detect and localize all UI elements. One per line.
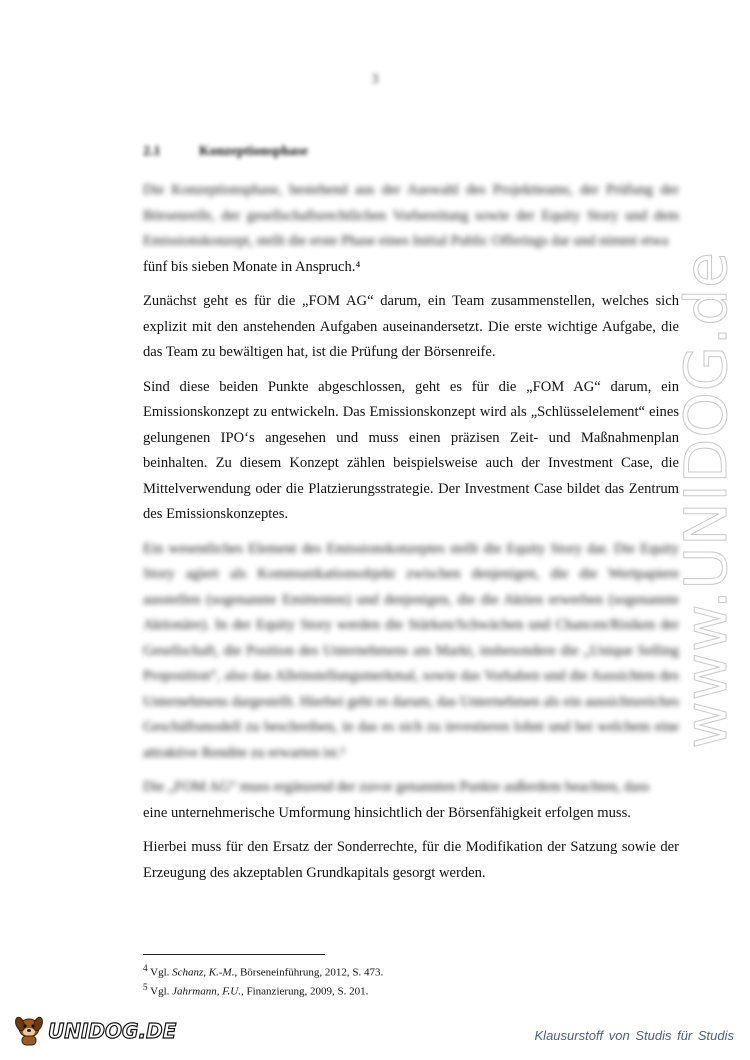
footnotes: [143, 961, 383, 998]
paragraph-intro-tail: fünf bis sieben Monate in Anspruch.⁴: [143, 258, 361, 275]
section-title: Konzeptionsphase: [199, 144, 308, 159]
page-number: 3: [371, 72, 379, 87]
footnote: $^5$ Vgl. Jahrmann, F.U., Finanzierung, 2009, S. 201.: [143, 981, 369, 998]
dog-mascot-icon: [14, 1014, 44, 1048]
section-number: 2.1: [143, 144, 161, 159]
body-text: [143, 178, 679, 895]
unidog-logo[interactable]: [14, 1012, 176, 1050]
paragraph-team: Zunächst geht es für die „FOM AG“ darum, ein Team zusammenstellen, welches sich explizit mit den anstehenden Aufgaben auseinandersetzt. Die erste wichtige Aufgabe, die das Team zu bewältigen hat, ist die Prüfung der Börsenreife.: [143, 293, 679, 360]
section-heading: [143, 144, 308, 160]
paragraph-sonderrechte: Hierbei muss für den Ersatz der Sonderrechte, für die Modifikation der Satzung sowie der Erzeugung des akzeptablen Grundkapitals gesorgt werden.: [143, 839, 679, 881]
watermark: www.UNIDOG.de: [672, 251, 740, 749]
tagline: Klausurstoff von Studis für Studis: [534, 1028, 734, 1043]
paragraph-intro-blurred: Die Konzeptionsphase, bestehend aus der Auswahl des Projektteams, der Prüfung der Börsenreife, der gesellschaftsrechtlichen Vorbereitung sowie der Equity Story und dem Emissionskonzept, stellt die erste Phase eines Initial Public Offerings dar und nimmt etwa: [143, 182, 679, 249]
paragraph-umformung-tail: eine unternehmerische Umformung hinsichtlich der Börsenfähigkeit erfolgen muss.: [143, 804, 631, 821]
footnote: $^4$ Vgl. Schanz, K.-M., Börseneinführung, 2012, S. 473.: [143, 963, 384, 979]
paragraph-emissionskonzept: Sind diese beiden Punkte abgeschlossen, geht es für die „FOM AG“ darum, ein Emissionskonzept zu entwickeln. Das Emissionskonzept wird als „Schlüsselelement“ eines gelungenen IPO‘s angesehen und muss einen präzisen Zeit- und Maßnahmenplan beinhalten. Zu diesem Konzept zählen beispielsweise auch der Investment Case, die Mittelverwendung oder die Platzierungsstrategie. Der Investment Case bildet das Zentrum des Emissionskonzeptes.: [143, 378, 679, 522]
footnote-divider: [143, 954, 325, 955]
paragraph-umformung-head: Die „FOM AG“ muss ergänzend der zuvor genannten Punkte außerdem beachten, dass: [143, 779, 650, 795]
paragraph-equity-story: Ein wesentliches Element des Emissionskonzeptes stellt die Equity Story dar. Die Equity Story agiert als Kommunikationsobjekt zwischen denjenigen, die die Wertpapiere ausstellen (sogenannte Emittenten) und denjenigen, die die Aktien erwerben (sogenannte Aktionäre). In der Equity Story werden die Stärken/Schwächen und Chancen/Risiken der Gesellschaft, die Position des Unternehmens am Markt, insbesondere die „Unique Selling Proposition“, also das Alleinstellungsmerkmal, sowie das Vorhaben und die Aussichten des Unternehmens dargestellt. Hierbei geht es darum, das Unternehmen als ein aussichtsreiches Geschäftsmodell zu beschreiben, in das es sich zu investieren lohnt und bei welchem eine attraktive Rendite zu erwarten ist.⁵: [143, 540, 679, 761]
logo-text: UNIDOG.DE: [48, 1019, 177, 1043]
